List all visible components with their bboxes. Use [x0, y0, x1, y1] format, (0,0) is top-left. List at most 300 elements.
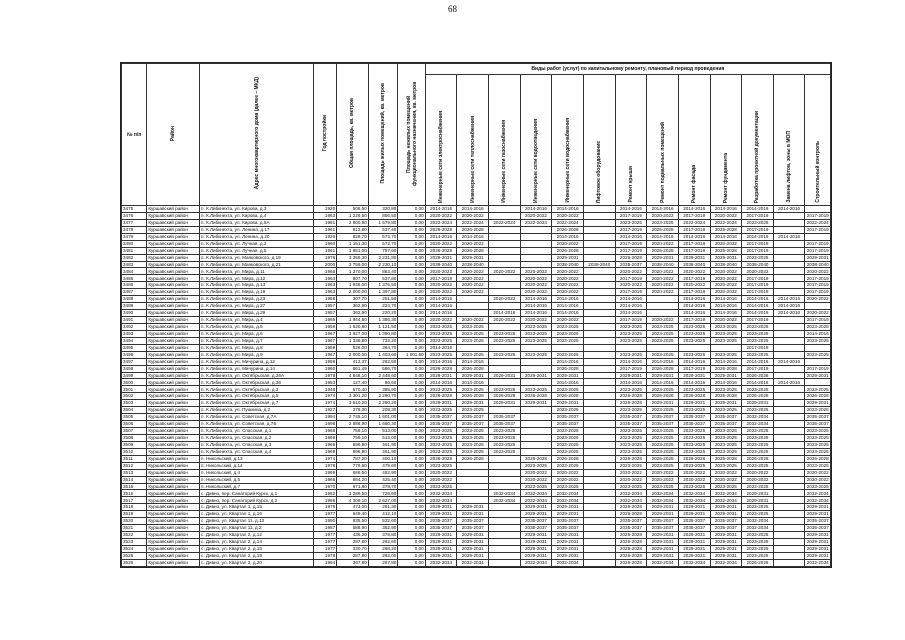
table-cell: 2029-2031 — [425, 552, 457, 559]
table-cell: 2029-2031 — [489, 400, 521, 407]
table-cell — [489, 289, 521, 296]
table-cell: 2026-2028 — [457, 226, 489, 233]
table-cell: 0,00 — [398, 400, 425, 407]
table-cell: 3510 — [122, 448, 147, 455]
table-cell: Куршавский район — [147, 511, 200, 518]
column-header-label: Замена лифтов, зоны в МОП — [786, 131, 793, 203]
table-cell: 2014-2016 — [773, 206, 805, 213]
table-cell: Куршавский район — [147, 428, 200, 435]
table-cell — [583, 365, 615, 372]
table-cell — [773, 532, 805, 539]
table-cell: 4 648,10 — [337, 372, 369, 379]
table-cell: 2029-2031 — [552, 532, 584, 539]
table-cell — [583, 504, 615, 511]
table-cell: 2026-2028 — [425, 393, 457, 400]
table-cell — [520, 379, 552, 386]
table-cell: 2014-2016 — [425, 379, 457, 386]
table-cell: 2029-2031 — [425, 254, 457, 261]
table-cell: 2026-2028 — [647, 247, 679, 254]
table-cell — [489, 532, 521, 539]
table-cell: 3509 — [122, 441, 147, 448]
table-cell: 2029-2031 — [647, 254, 679, 261]
table-cell: 689,50 — [337, 469, 369, 476]
table-cell — [457, 490, 489, 497]
table-cell — [520, 441, 552, 448]
table-cell: 2023-2025 — [520, 337, 552, 344]
table-cell: 2029-2031 — [647, 511, 679, 518]
table-cell: 262,00 — [368, 552, 398, 559]
column-header — [489, 75, 521, 206]
table-cell: 2014-2016 — [615, 303, 647, 310]
table-cell: 0,00 — [398, 455, 425, 462]
table-cell: 2023-2025 — [615, 330, 647, 337]
table-cell: 2020-2022 — [552, 212, 584, 219]
table-cell: 251,50 — [368, 296, 398, 303]
table-cell: 2014-2016 — [615, 206, 647, 213]
table-cell: 2029-2031 — [647, 532, 679, 539]
table-cell: 812,80 — [337, 226, 369, 233]
table-cell: 2 231,80 — [368, 254, 398, 261]
capital-repair-table-sheet — [120, 62, 832, 568]
table-cell: 2023-2025 — [806, 337, 829, 343]
table-cell: 2023-2025 — [425, 323, 457, 330]
table-cell — [583, 344, 615, 351]
table-cell — [583, 275, 615, 282]
table-cell: 2029-2031 — [520, 552, 552, 559]
table-cell: 1948 — [313, 386, 336, 393]
table-cell: 2032-2034 — [710, 490, 742, 497]
table-cell: 3480 — [122, 240, 147, 247]
table-cell: п. К.Либкнехта, ул. Кирова, д.5А — [200, 219, 314, 226]
table-cell: 2023-2025 — [710, 351, 742, 358]
table-cell: 2032-2034 — [678, 497, 710, 504]
table-cell: 2020-2022 — [425, 476, 457, 483]
table-cell: 0,00 — [398, 414, 425, 421]
table-cell: 2020-2022 — [520, 268, 552, 275]
table-cell: 2017-2019 — [615, 317, 647, 324]
table-cell: 2029-2031 — [552, 511, 584, 518]
table-cell: 2035-2037 — [615, 414, 647, 421]
table-cell: 2029-2031 — [552, 539, 584, 546]
table-cell: 2023-2025 — [615, 434, 647, 441]
table-cell: 2026-2028 — [647, 455, 679, 462]
column-header — [520, 75, 552, 206]
table-cell — [583, 247, 615, 254]
table-cell: 2026-2028 — [615, 545, 647, 552]
table-cell: 3515 — [122, 483, 147, 490]
table-cell: 0,00 — [398, 330, 425, 337]
table-cell: 2014-2016 — [552, 379, 584, 386]
table-cell — [773, 212, 805, 219]
table-cell: 1 376,50 — [368, 282, 398, 289]
table-cell: 1970 — [313, 483, 336, 490]
column-header — [122, 64, 147, 206]
table-cell: 2032-2034 — [520, 490, 552, 497]
table-cell: 2023-2025 — [710, 448, 742, 455]
table-cell — [773, 504, 805, 511]
table-row — [122, 434, 831, 441]
table-cell: 733,20 — [368, 337, 398, 344]
table-cell — [520, 240, 552, 247]
table-cell: 861,49 — [337, 365, 369, 372]
table-cell: 2020-2022 — [457, 240, 489, 247]
table-cell — [583, 310, 615, 317]
table-cell — [647, 303, 679, 310]
table-cell: Куршавский район — [147, 497, 200, 504]
table-cell: Куршавский район — [147, 226, 200, 233]
table-cell: 2029-2031 — [425, 504, 457, 511]
table-cell: 2017-2019 — [615, 365, 647, 372]
table-cell: 2035-2037 — [552, 414, 584, 421]
table-cell: 2029-2031 — [647, 400, 679, 407]
table-cell: 2020-2022 — [710, 268, 742, 275]
table-cell: 2023-2025 — [552, 351, 584, 358]
table-cell — [489, 504, 521, 511]
table-row — [122, 559, 831, 566]
table-cell: п. К.Либкнехта, ул. Октябрьская, д.5 — [200, 393, 314, 400]
table-cell: 2032-2034 — [806, 497, 829, 503]
table-cell: 2017-2019 — [678, 289, 710, 296]
table-cell: 2023-2025 — [647, 351, 679, 358]
table-cell: 2020-2022 — [457, 282, 489, 289]
table-cell: 2023-2025 — [647, 407, 679, 414]
table-cell: 2035-2037 — [615, 421, 647, 428]
table-cell: 2026-2028 — [425, 455, 457, 462]
table-cell — [773, 365, 805, 372]
table-cell: 2026-2028 — [489, 393, 521, 400]
table-cell: 3482 — [122, 254, 147, 261]
table-cell: 2023-2025 — [806, 386, 829, 392]
table-cell: 2020-2022 — [520, 469, 552, 476]
table-cell: 532,60 — [368, 518, 398, 525]
table-cell: 2026-2028 — [678, 455, 710, 462]
table-cell — [489, 275, 521, 282]
table-cell: Куршавский район — [147, 268, 200, 275]
table-cell — [583, 351, 615, 358]
table-cell: 2017-2019 — [615, 289, 647, 296]
table-cell: 1976 — [313, 254, 336, 261]
table-cell — [489, 379, 521, 386]
table-cell: 2026-2028 — [615, 400, 647, 407]
table-cell: п. К.Либкнехта, ул. Октябрьская, д.36 — [200, 379, 314, 386]
table-cell — [583, 414, 615, 421]
table-cell: 2023-2025 — [710, 483, 742, 490]
table-row — [122, 275, 831, 282]
column-header-label: Инженерные сети теплоснабжения — [469, 116, 476, 203]
table-cell: 2020-2022 — [647, 275, 679, 282]
table-cell: 2023-2025 — [742, 511, 774, 518]
table-cell: 2023-2025 — [742, 539, 774, 546]
table-cell: 2020-2022 — [520, 275, 552, 282]
table-cell — [520, 365, 552, 372]
table-cell: 2023-2025 — [647, 483, 679, 490]
table-cell — [773, 337, 805, 344]
table-cell: 3506 — [122, 421, 147, 428]
table-cell: 2014-2016 — [615, 358, 647, 365]
table-row — [122, 545, 831, 552]
table-cell: 2020-2022 — [489, 296, 521, 303]
table-cell: 2029-2031 — [425, 511, 457, 518]
table-cell: 2026-2028 — [552, 247, 584, 254]
table-cell: 2023-2025 — [425, 434, 457, 441]
column-header-label: Ремонт крыши — [627, 166, 634, 203]
table-cell: 1959 — [313, 323, 336, 330]
table-cell: 2020-2022 — [806, 469, 829, 475]
table-cell: п. К.Либкнехта, ул. Мичурина, д.12 — [200, 358, 314, 365]
table-row — [122, 254, 831, 261]
table-cell: 2017-2019 — [742, 226, 774, 233]
table-cell: 1977 — [313, 532, 336, 539]
table-cell: 1982 — [313, 490, 336, 497]
table-row — [122, 372, 831, 379]
table-row — [122, 490, 831, 497]
table-cell: п. К.Либкнехта, ул. Октябрьская, д.3 — [200, 386, 314, 393]
table-cell: 2026-2028 — [742, 455, 774, 462]
table-cell: 3477 — [122, 219, 147, 226]
table-cell: 220,20 — [368, 310, 398, 317]
table-cell: 2014-2016 — [710, 303, 742, 310]
table-cell: 2017-2019 — [806, 282, 829, 288]
table-cell: 2032-2034 — [647, 490, 679, 497]
table-cell: 3476 — [122, 212, 147, 219]
table-cell: 2023-2025 — [710, 434, 742, 441]
table-cell: 2023-2025 — [425, 386, 457, 393]
table-cell: 3505 — [122, 414, 147, 421]
table-cell: 2014-2016 — [425, 233, 457, 240]
table-cell: 4 309,10 — [337, 497, 369, 504]
table-cell: 1 403,60 — [368, 351, 398, 358]
table-cell: 2023-2025 — [806, 448, 829, 454]
table-cell: 2023-2025 — [678, 351, 710, 358]
table-cell: 2014-2016 — [710, 296, 742, 303]
table-cell: 2020-2022 — [806, 268, 829, 274]
column-header-label: Площадь жилых помещений, кв. метров — [380, 83, 387, 184]
table-cell: с. Дивно, ул. Квартал 11, д.2 — [200, 525, 314, 532]
table-cell: 2020-2022 — [552, 317, 584, 324]
table-cell — [583, 476, 615, 483]
table-cell: 0,00 — [398, 483, 425, 490]
table-cell: 3478 — [122, 226, 147, 233]
table-cell: 2035-2037 — [678, 525, 710, 532]
table-cell: 2023-2025 — [742, 532, 774, 539]
table-cell: 2038-2040 — [457, 261, 489, 268]
table-cell: 2023-2025 — [615, 462, 647, 469]
table-cell: 2032-2034 — [742, 421, 774, 428]
table-cell: 1 121,50 — [368, 323, 398, 330]
table-cell: 757,60 — [368, 247, 398, 254]
table-cell: 2014-2016 — [520, 206, 552, 213]
table-cell: 2023-2025 — [742, 434, 774, 441]
table-cell: Куршавский район — [147, 414, 200, 421]
table-cell — [489, 206, 521, 213]
table-cell: 2023-2025 — [742, 330, 774, 337]
table-cell: 2032-2034 — [520, 497, 552, 504]
column-header — [678, 75, 710, 206]
table-cell: 2020-2022 — [520, 289, 552, 296]
column-header — [583, 75, 615, 206]
table-row — [122, 386, 831, 393]
table-cell: 2 000,00 — [337, 289, 369, 296]
table-cell: 2035-2037 — [710, 414, 742, 421]
table-cell: п. К.Либкнехта, ул. Ленина, д.20 — [200, 233, 314, 240]
table-cell: 2014-2016 — [647, 358, 679, 365]
table-cell: 2014-2016 — [806, 331, 829, 337]
table-cell — [520, 233, 552, 240]
table-cell — [773, 511, 805, 518]
table-cell: 2014-2016 — [615, 310, 647, 317]
table-cell: 3493 — [122, 330, 147, 337]
table-cell: Куршавский район — [147, 407, 200, 414]
table-cell: 2020-2022 — [742, 476, 774, 483]
table-cell: Куршавский район — [147, 247, 200, 254]
table-cell: Куршавский район — [147, 233, 200, 240]
table-cell: 2026-2028 — [710, 365, 742, 372]
table-cell: 807,70 — [337, 275, 369, 282]
table-cell: 1968 — [313, 428, 336, 435]
table-cell: 2029-2031 — [520, 372, 552, 379]
table-cell: 2029-2031 — [710, 504, 742, 511]
column-header-label: Ремонт подвальных помещений — [659, 122, 666, 203]
table-cell: 2029-2031 — [457, 545, 489, 552]
table-cell: 0,00 — [398, 504, 425, 511]
table-cell: с. Дивно, пер. Санаторий Курск, д.1 — [200, 490, 314, 497]
column-header — [147, 64, 200, 206]
table-cell: 2023-2025 — [710, 386, 742, 393]
table-cell: 1960 — [313, 240, 336, 247]
table-cell: 2026-2028 — [710, 226, 742, 233]
table-cell: 0,00 — [398, 226, 425, 233]
table-row — [122, 518, 831, 525]
table-cell: 3508 — [122, 434, 147, 441]
table-cell — [520, 434, 552, 441]
table-cell: 0,00 — [398, 212, 425, 219]
table-cell: п. К.Либкнехта, ул. Мичурина, д.14 — [200, 365, 314, 372]
table-cell: 513,00 — [368, 428, 398, 435]
table-cell: 2035-2037 — [457, 525, 489, 532]
table-cell: 0,00 — [398, 421, 425, 428]
table-cell: 262,60 — [368, 539, 398, 546]
table-cell: 2023-2025 — [742, 441, 774, 448]
table-cell: 1969 — [313, 448, 336, 455]
table-cell: 0,00 — [398, 268, 425, 275]
table-cell: 726,60 — [368, 490, 398, 497]
column-header-label: № п/п — [126, 131, 142, 138]
table-cell: 2029-2031 — [520, 400, 552, 407]
table-cell: 526,00 — [337, 344, 369, 351]
table-cell: 1 397,80 — [368, 289, 398, 296]
table-cell: 1 660,30 — [368, 421, 398, 428]
table-row — [122, 448, 831, 455]
table-cell: 2023-2025 — [806, 324, 829, 330]
table-cell: 1987 — [313, 525, 336, 532]
table-cell — [678, 344, 710, 351]
table-cell: 2023-2025 — [520, 462, 552, 469]
table-cell: 2023-2025 — [457, 407, 489, 414]
column-header-label: Год постройки — [322, 115, 329, 152]
table-cell: 3519 — [122, 511, 147, 518]
table-cell: Куршавский район — [147, 393, 200, 400]
table-cell: 1926 — [313, 233, 336, 240]
table-cell: п. К.Либкнехта, ул. Мира, д.27 — [200, 303, 314, 310]
table-cell: 2023-2025 — [710, 407, 742, 414]
table-cell — [805, 344, 831, 351]
table-row — [122, 525, 831, 532]
table-cell — [773, 434, 805, 441]
table-cell: 2032-2034 — [678, 490, 710, 497]
table-cell: 3 510,20 — [337, 400, 369, 407]
table-cell: 2029-2031 — [425, 400, 457, 407]
table-cell: 2026-2028 — [457, 247, 489, 254]
table-cell: 2023-2025 — [678, 462, 710, 469]
table-cell: 425,40 — [368, 476, 398, 483]
table-cell: 2023-2025 — [425, 441, 457, 448]
table-cell: Куршавский район — [147, 310, 200, 317]
table-cell — [647, 296, 679, 303]
table-cell: 2029-2031 — [457, 532, 489, 539]
table-cell: 2029-2031 — [552, 545, 584, 552]
table-cell: 2026-2028 — [742, 372, 774, 379]
table-cell: 2014-2016 — [678, 310, 710, 317]
table-cell — [583, 559, 615, 566]
table-cell — [583, 303, 615, 310]
table-row — [122, 351, 831, 358]
table-cell — [583, 289, 615, 296]
table-cell: Куршавский район — [147, 539, 200, 546]
table-cell: 2020-2022 — [457, 275, 489, 282]
table-cell: 588,90 — [337, 525, 369, 532]
table-row — [122, 552, 831, 559]
table-row — [122, 317, 831, 324]
table-cell — [773, 344, 805, 351]
table-cell — [489, 240, 521, 247]
table-cell: 1990 — [313, 518, 336, 525]
table-cell: 2035-2037 — [647, 414, 679, 421]
table-cell: 1 936,00 — [337, 282, 369, 289]
table-cell — [647, 310, 679, 317]
table-cell: п. К.Либкнехта, ул. Кирова, д.3 — [200, 206, 314, 213]
table-cell: 2026-2028 — [457, 455, 489, 462]
table-cell — [773, 407, 805, 414]
table-cell: 2023-2025 — [742, 545, 774, 552]
column-header — [425, 75, 457, 206]
table-cell — [583, 317, 615, 324]
table-cell: 2023-2025 — [520, 351, 552, 358]
table-cell: 2029-2031 — [806, 504, 829, 510]
table-cell: 2023-2025 — [710, 441, 742, 448]
table-cell: 2023-2025 — [425, 448, 457, 455]
column-header-label: Лифтовое оборудование — [596, 140, 603, 203]
column-header-label: Район — [170, 125, 177, 142]
table-header — [122, 64, 831, 206]
table-cell: Куршавский район — [147, 275, 200, 282]
table-cell: 3518 — [122, 504, 147, 511]
table-cell: 3503 — [122, 400, 147, 407]
table-cell: 2026-2028 — [806, 455, 829, 461]
table-cell: п. К.Либкнехта, ул. Лучная, д.5 — [200, 247, 314, 254]
table-cell: 2029-2031 — [710, 511, 742, 518]
table-cell — [583, 469, 615, 476]
table-cell: 3492 — [122, 323, 147, 330]
table-cell: 0,00 — [398, 275, 425, 282]
table-cell: 3485 — [122, 275, 147, 282]
table-cell: 2014-2016 — [425, 344, 457, 351]
table-cell: 2029-2031 — [678, 504, 710, 511]
table-cell: 2023-2025 — [647, 219, 679, 226]
table-cell: 2014-2016 — [710, 206, 742, 213]
table-cell: п. К.Либкнехта, ул. Мира, д.6 — [200, 330, 314, 337]
table-cell: 2014-2016 — [710, 310, 742, 317]
column-header — [710, 75, 742, 206]
